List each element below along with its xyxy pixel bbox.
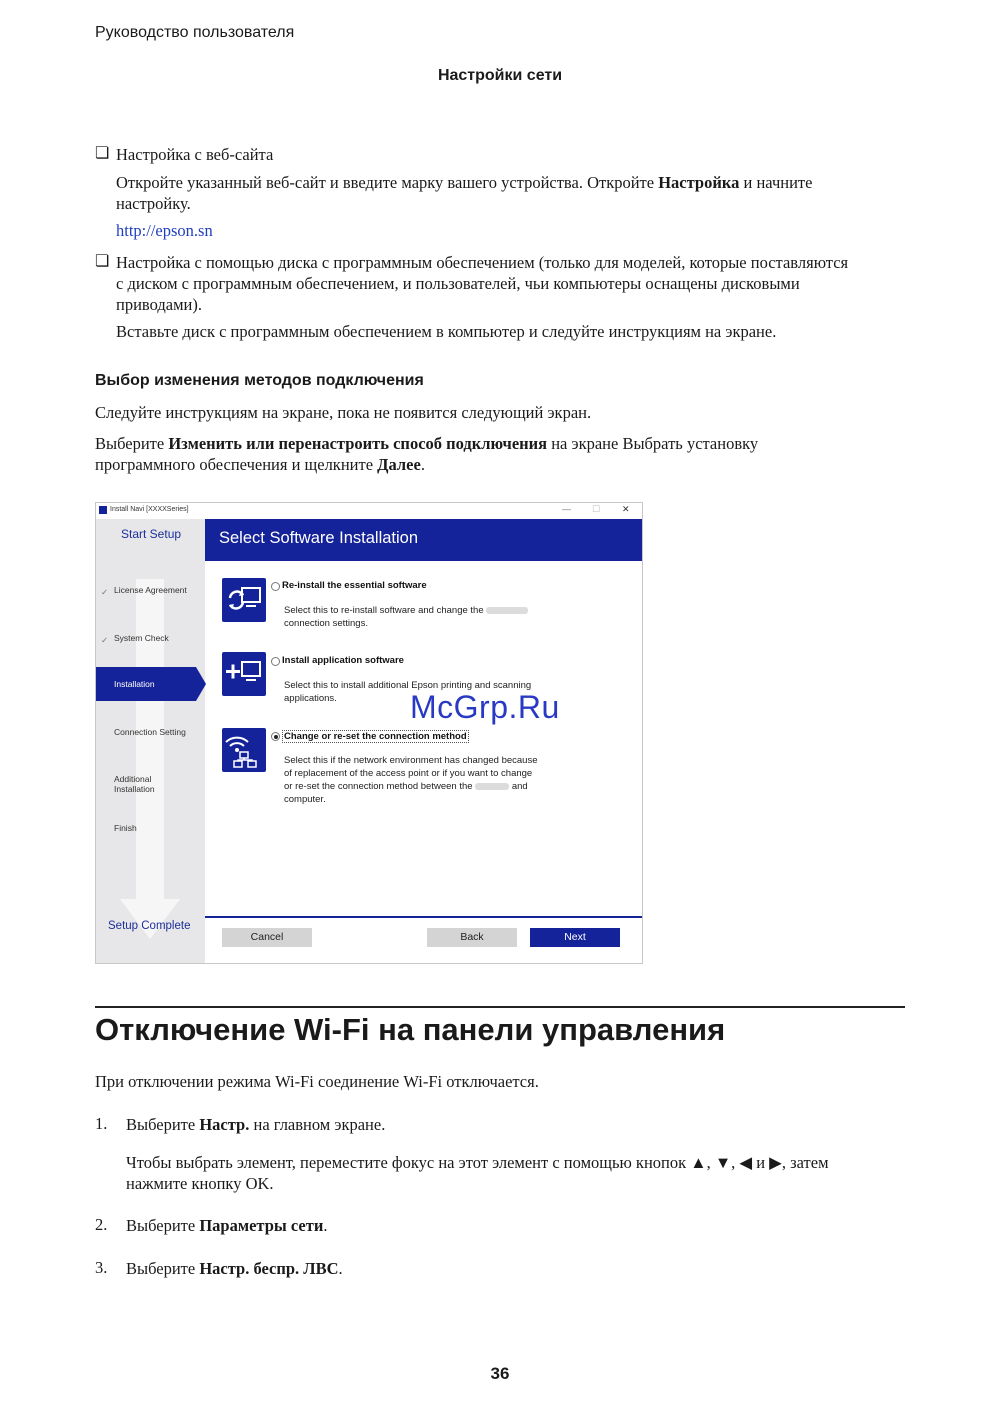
paragraph: Следуйте инструкциям на экране, пока не появится следующий экран.	[95, 403, 592, 422]
back-button[interactable]: Back	[427, 928, 517, 947]
progress-arrow-head	[120, 899, 180, 939]
chapter-intro: При отключении режима Wi-Fi соединение Wi-Fi отключается.	[95, 1072, 539, 1091]
close-icon[interactable]: ✕	[622, 504, 630, 514]
running-head: Руководство пользователя	[95, 24, 295, 41]
banner-title: Select Software Installation	[219, 529, 419, 547]
add-software-icon	[222, 652, 266, 696]
window-titlebar	[96, 503, 642, 519]
reinstall-icon	[222, 578, 266, 622]
sidebar-end: Setup Complete	[108, 920, 191, 932]
step-number: 2.	[95, 1215, 108, 1234]
bullet-body: Откройте указанный веб-сайт и введите марку вашего устройства. Откройте Настройка и начните	[116, 173, 813, 192]
progress-arrow-shaft	[136, 579, 164, 899]
window-title: Install Navi [XXXXSeries]	[110, 506, 189, 513]
bullet-title-line3: приводами).	[116, 295, 202, 314]
bullet-title-line2: с диском с программным обеспечением, и пользователей, чьи компьютеры оснащены дисковыми	[116, 274, 800, 293]
sidebar-item-connection: Connection Setting	[114, 727, 186, 737]
chapter-title: Отключение Wi-Fi на панели управления	[95, 1012, 726, 1047]
redacted-name	[475, 783, 509, 790]
check-icon: ✓	[101, 635, 109, 645]
step-text: Выберите Настр. на главном экране.	[126, 1115, 386, 1134]
option-label[interactable]: Re-install the essential software	[282, 580, 427, 591]
option-label[interactable]: Change or re-set the connection method	[284, 731, 467, 742]
paragraph: Выберите Изменить или перенастроить способ подключения на экране Выбрать установку	[95, 434, 759, 453]
sidebar-item-installation: Installation	[114, 679, 155, 689]
minimize-icon[interactable]: —	[562, 504, 571, 514]
option-desc-line2: of replacement of the access point or if you want to change	[284, 768, 533, 779]
subsection-title: Выбор изменения методов подключения	[95, 372, 424, 389]
option-desc-line4: computer.	[284, 794, 326, 805]
option-desc-line3: or re-set the connection method between the and	[284, 781, 528, 792]
step-number: 3.	[95, 1258, 108, 1277]
option-label[interactable]: Install application software	[282, 655, 404, 666]
bullet-title: Настройка с веб-сайта	[116, 145, 274, 164]
step-number: 1.	[95, 1114, 108, 1133]
app-icon	[99, 506, 107, 514]
bullet-body: Вставьте диск с программным обеспечением в компьютер и следуйте инструкциям на экране.	[116, 322, 777, 341]
radio-change-connection[interactable]	[271, 732, 280, 741]
radio-reinstall[interactable]	[271, 582, 280, 591]
option-desc-line2: applications.	[284, 693, 337, 704]
page-banner	[205, 519, 642, 561]
sidebar-item-system-check: System Check	[114, 633, 169, 643]
steps-sidebar	[96, 519, 205, 963]
step-note-line2: нажмите кнопку OK.	[126, 1174, 274, 1193]
paragraph-line2: программного обеспечения и щелкните Далее.	[95, 455, 425, 474]
next-button[interactable]: Next	[530, 928, 620, 947]
footer-divider	[205, 916, 642, 918]
page-number: 36	[490, 1364, 510, 1383]
checkbox-bullet-icon: ❏	[95, 145, 110, 162]
sidebar-item-additional: Additional Installation	[114, 774, 155, 794]
maximize-icon[interactable]: ☐	[592, 504, 601, 514]
option-desc-line2: connection settings.	[284, 618, 368, 629]
installer-screenshot	[95, 502, 643, 964]
bullet-body-line2: настройку.	[116, 194, 191, 213]
cancel-button[interactable]: Cancel	[222, 928, 312, 947]
step-text: Выберите Настр. беспр. ЛВС.	[126, 1259, 343, 1278]
section-title: Настройки сети	[437, 67, 563, 84]
watermark: McGrp.Ru	[410, 689, 560, 725]
redacted-name	[486, 607, 528, 614]
bullet-title-line1: Настройка с помощью диска с программным обеспечением (только для моделей, которые поставляются	[116, 253, 849, 272]
sidebar-start: Start Setup	[121, 527, 182, 541]
step-note: Чтобы выбрать элемент, переместите фокус на этот элемент с помощью кнопок ▲, ▼, ◀ и ▶, затем	[126, 1153, 829, 1172]
checkbox-bullet-icon: ❏	[95, 253, 110, 270]
option-desc: Select this to re-install software and change the	[284, 604, 528, 617]
option-desc: Select this if the network environment has changed because	[284, 755, 538, 766]
option-desc: Select this to install additional Epson printing and scanning	[284, 680, 532, 691]
check-icon: ✓	[101, 587, 109, 597]
step-text: Выберите Параметры сети.	[126, 1216, 328, 1235]
radio-install-app[interactable]	[271, 657, 280, 666]
active-pointer	[196, 667, 206, 701]
chapter-rule	[95, 1006, 905, 1008]
epson-link[interactable]: http://epson.sn	[116, 221, 213, 240]
sidebar-item-license: License Agreement	[114, 585, 187, 595]
network-icon	[222, 728, 266, 772]
sidebar-item-finish: Finish	[114, 823, 137, 833]
